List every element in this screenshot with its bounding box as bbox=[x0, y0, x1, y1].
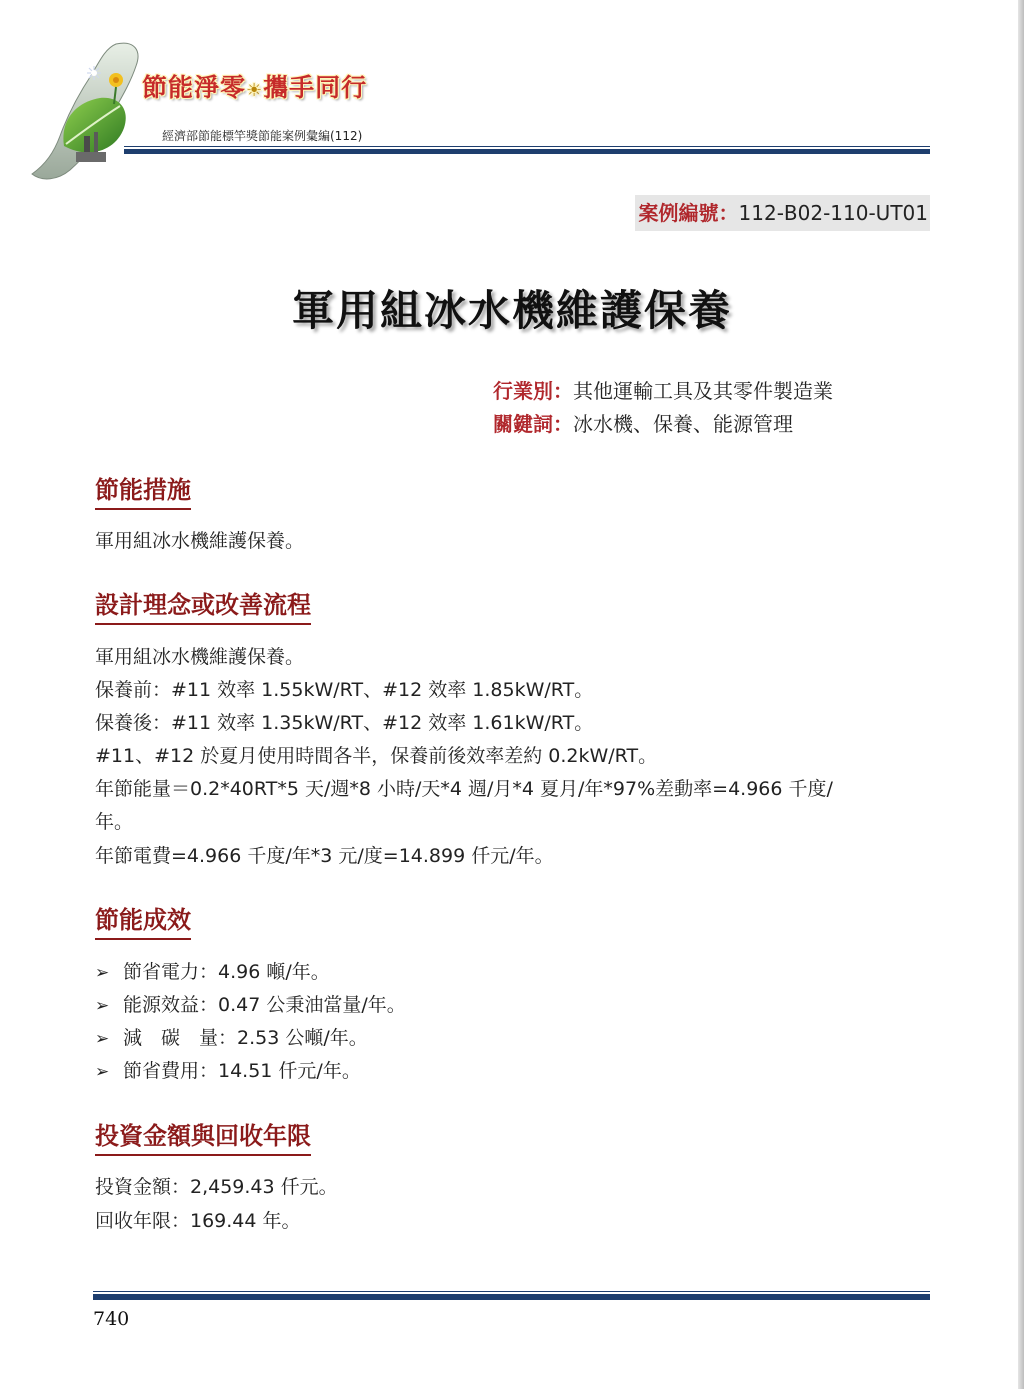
industry-value: 其他運輸工具及其零件製造業 bbox=[573, 379, 833, 403]
page-header bbox=[24, 36, 934, 186]
section-heading-measures: 節能措施 bbox=[95, 470, 191, 510]
result-item bbox=[95, 1023, 368, 1050]
header-rule-thin bbox=[124, 146, 930, 147]
slogan-sun-icon: ☀ bbox=[246, 80, 264, 101]
measures-text: 軍用組冰水機維護保養。 bbox=[95, 530, 305, 552]
industry-label: 行業別： bbox=[493, 379, 573, 403]
design-line: 保養前：#11 效率 1.55kW/RT、#12 效率 1.85kW/RT。 bbox=[95, 679, 594, 701]
design-line: 年節能量＝0.2*40RT*5 天/週*8 小時/天*4 週/月*4 夏月/年*97%差動率=4.966 千度/ bbox=[95, 778, 833, 800]
result-text: 減 碳 量：2.53 公噸/年。 bbox=[123, 1027, 368, 1049]
bullet-arrow-icon: ➢ bbox=[95, 1029, 110, 1049]
footer-rule-thick bbox=[93, 1294, 930, 1300]
investment-line: 投資金額：2,459.43 仟元。 bbox=[95, 1176, 338, 1198]
keywords-label: 關鍵詞： bbox=[493, 412, 573, 436]
result-item bbox=[95, 1056, 361, 1083]
footer-rule-thin bbox=[93, 1291, 930, 1292]
result-item bbox=[95, 957, 330, 984]
result-item bbox=[95, 990, 406, 1017]
header-subtitle: 經濟部節能標竿獎節能案例彙編(112) bbox=[162, 129, 363, 143]
page-number: 740 bbox=[93, 1308, 130, 1330]
slogan-right: 攜手同行 bbox=[263, 73, 368, 102]
keywords-line bbox=[493, 408, 793, 437]
page-title: 軍用組冰水機維護保養 bbox=[291, 286, 732, 335]
bullet-arrow-icon: ➢ bbox=[95, 1062, 110, 1082]
header-slogan bbox=[142, 68, 367, 104]
result-text: 節省電力：4.96 噸/年。 bbox=[123, 961, 330, 983]
bullet-arrow-icon: ➢ bbox=[95, 996, 110, 1016]
bullet-arrow-icon: ➢ bbox=[95, 963, 110, 983]
slogan-left: 節能淨零 bbox=[142, 73, 247, 102]
design-line: #11、#12 於夏月使用時間各半，保養前後效率差約 0.2kW/RT。 bbox=[95, 745, 658, 767]
case-number-label: 案例編號： bbox=[638, 201, 739, 225]
case-number-value: 112-B02-110-UT01 bbox=[738, 201, 928, 225]
industry-line bbox=[493, 375, 833, 404]
result-text: 能源效益：0.47 公秉油當量/年。 bbox=[123, 994, 406, 1016]
design-line: 保養後：#11 效率 1.35kW/RT、#12 效率 1.61kW/RT。 bbox=[95, 712, 594, 734]
investment-line: 回收年限：169.44 年。 bbox=[95, 1210, 301, 1232]
section-heading-investment: 投資金額與回收年限 bbox=[95, 1116, 311, 1156]
page-edge-shadow bbox=[1018, 0, 1024, 1389]
keywords-value: 冰水機、保養、能源管理 bbox=[573, 412, 793, 436]
design-line: 軍用組冰水機維護保養。 bbox=[95, 646, 305, 668]
design-line: 年。 bbox=[95, 811, 134, 833]
design-line: 年節電費=4.966 千度/年*3 元/度=14.899 仟元/年。 bbox=[95, 845, 554, 867]
result-text: 節省費用：14.51 仟元/年。 bbox=[123, 1060, 361, 1082]
section-heading-design: 設計理念或改善流程 bbox=[95, 585, 311, 625]
section-heading-results: 節能成效 bbox=[95, 900, 191, 940]
taiwan-leaf-logo-icon bbox=[24, 36, 164, 186]
case-number-box bbox=[635, 195, 930, 231]
header-rule-thick bbox=[124, 149, 930, 154]
